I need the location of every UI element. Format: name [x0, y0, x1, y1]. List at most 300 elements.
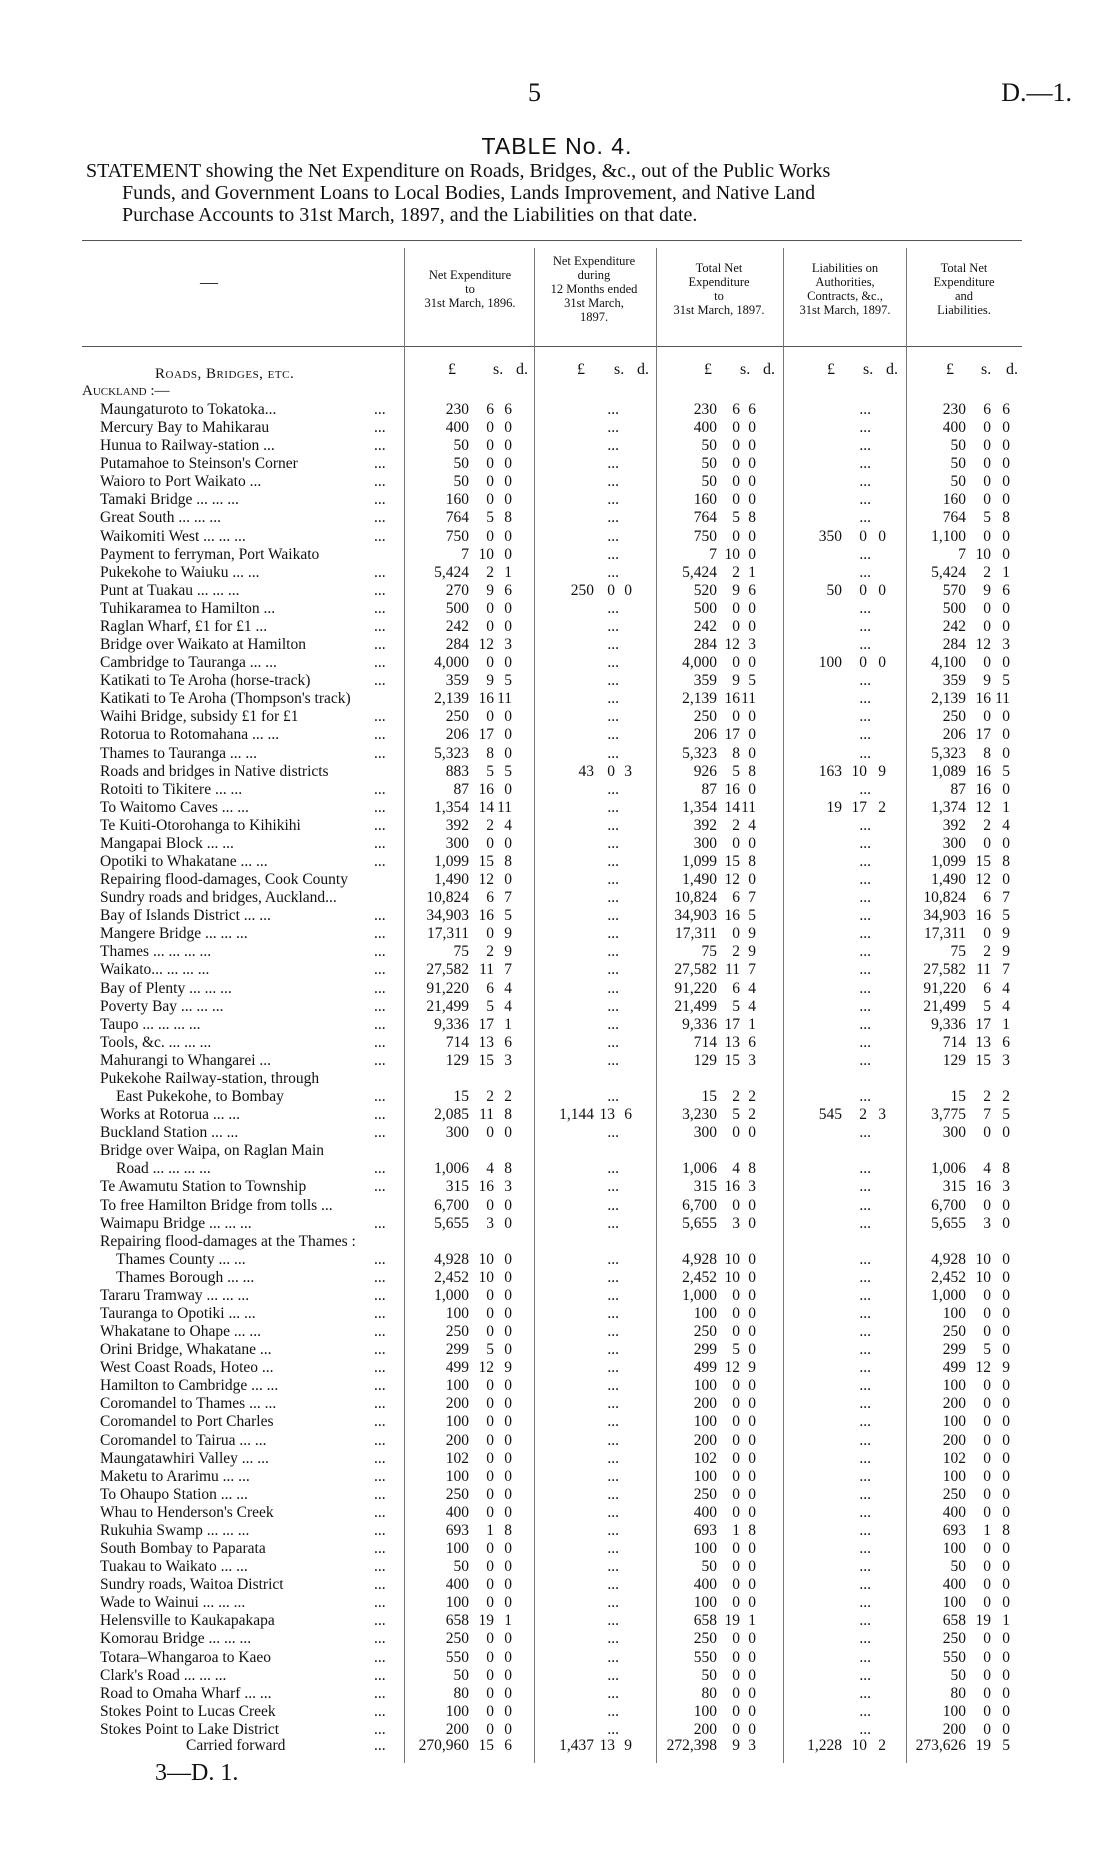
table-row [0, 1450, 1114, 1468]
row-c3-shillings: 2 [732, 816, 740, 834]
table-row [0, 1233, 1114, 1251]
row-c3-pounds: 400 [693, 419, 717, 437]
row-c3-pounds: 200 [693, 1431, 717, 1449]
row-c5-shillings: 0 [983, 1540, 991, 1558]
row-c5-pounds: 5,323 [931, 744, 966, 762]
row-c4-pounds: 350 [818, 527, 842, 545]
header-col-2-line: 12 Months ended [550, 282, 638, 296]
row-c1-pence: 0 [504, 1540, 512, 1558]
row-c3-pounds: 75 [701, 943, 717, 961]
row-c1-pounds: 392 [445, 816, 469, 834]
row-c5-pounds: 34,903 [923, 907, 966, 925]
row-c1-pence: 7 [504, 889, 512, 907]
row-c3-pence: 0 [748, 1196, 756, 1214]
table-row [0, 509, 1114, 527]
row-c1-pounds: 250 [445, 1485, 469, 1503]
row-c3-pounds: 299 [693, 1341, 717, 1359]
row-c5-shillings: 0 [983, 1503, 991, 1521]
row-c3-pounds: 500 [693, 599, 717, 617]
row-c3-pounds: 100 [693, 1377, 717, 1395]
row-leader-dots: ... [374, 1648, 386, 1666]
row-c5-shillings: 0 [983, 1467, 991, 1485]
row-c2-pounds: ... [607, 1503, 619, 1521]
row-c3-shillings: 16 [724, 690, 740, 708]
row-c5-shillings: 0 [983, 1648, 991, 1666]
row-c4-pounds: ... [859, 961, 871, 979]
row-c1-shillings: 0 [486, 527, 494, 545]
row-label: Pukekohe Railway-station, through [100, 1069, 320, 1087]
table-row [0, 1630, 1114, 1648]
row-c2-pounds: ... [607, 1178, 619, 1196]
row-c3-shillings: 2 [732, 1088, 740, 1106]
row-c5-pence: 0 [1002, 527, 1010, 545]
row-c5-pence: 0 [1002, 419, 1010, 437]
row-c3-pence: 1 [748, 1612, 756, 1630]
row-c3-pounds: 400 [693, 1576, 717, 1594]
table-row [0, 1016, 1114, 1034]
row-c3-pence: 0 [748, 599, 756, 617]
row-c5-pounds: 21,499 [923, 997, 966, 1015]
row-c5-pence: 0 [1002, 455, 1010, 473]
row-c3-pence: 8 [748, 509, 756, 527]
row-c3-shillings: 2 [732, 563, 740, 581]
header-col-4 [785, 261, 905, 317]
row-label: To free Hamilton Bridge from tolls ... [100, 1196, 333, 1214]
row-c3-shillings: 0 [732, 1666, 740, 1684]
row-c5-pence: 0 [1002, 1449, 1010, 1467]
row-c1-shillings: 15 [478, 1051, 494, 1069]
row-c5-pounds: 50 [950, 1558, 966, 1576]
row-c2-pounds: ... [607, 563, 619, 581]
row-c3-shillings: 0 [732, 1594, 740, 1612]
row-c3-pence: 0 [748, 1576, 756, 1594]
row-c3-shillings: 0 [732, 1449, 740, 1467]
row-label: Repairing flood-damages, Cook County [100, 871, 348, 889]
row-c4-pence: 0 [878, 654, 886, 672]
row-c1-pence: 5 [504, 907, 512, 925]
row-c1-pence: 0 [504, 1413, 512, 1431]
row-c1-pence: 0 [504, 1268, 512, 1286]
row-leader-dots: ... [374, 1431, 386, 1449]
row-leader-dots: ... [374, 1503, 386, 1521]
row-c1-pounds: 10,824 [426, 889, 469, 907]
row-label: Raglan Wharf, £1 for £1 ... [100, 617, 268, 635]
table-row [0, 437, 1114, 455]
carried-forward-dots: ... [374, 1737, 386, 1754]
row-c4-pounds: ... [859, 1286, 871, 1304]
row-c3-shillings: 0 [732, 708, 740, 726]
row-c3-pence: 7 [748, 889, 756, 907]
row-c2-pounds: ... [607, 1431, 619, 1449]
row-c5-shillings: 16 [975, 762, 991, 780]
row-leader-dots: ... [374, 1178, 386, 1196]
row-c5-pence: 3 [1002, 1178, 1010, 1196]
row-label: Rukuhia Swamp ... ... ... [100, 1521, 250, 1539]
row-leader-dots: ... [374, 509, 386, 527]
row-c2-pounds: ... [607, 1485, 619, 1503]
row-c3-pence: 8 [748, 853, 756, 870]
row-leader-dots: ... [374, 617, 386, 635]
row-c4-pounds: ... [859, 1088, 871, 1106]
row-c3-pounds: 100 [693, 1594, 717, 1612]
row-c2-pounds: 1,144 [559, 1106, 594, 1124]
row-c1-pence: 9 [504, 1359, 512, 1377]
row-c5-pounds: 4,928 [931, 1250, 966, 1268]
row-c1-pounds: 50 [453, 1558, 469, 1576]
table-row [0, 1305, 1114, 1323]
row-c1-pounds: 500 [445, 599, 469, 617]
table-row [0, 1088, 1114, 1106]
row-c3-pence: 0 [748, 780, 756, 798]
table-row [0, 1612, 1114, 1630]
row-c4-pounds: ... [859, 708, 871, 726]
row-c5-pence: 8 [1002, 1160, 1010, 1178]
table-row [0, 853, 1114, 871]
table-row [0, 1432, 1114, 1450]
row-c2-pounds: ... [607, 1648, 619, 1666]
row-c5-shillings: 0 [983, 1196, 991, 1214]
row-c1-pence: 0 [504, 1196, 512, 1214]
row-c2-pounds: ... [607, 816, 619, 834]
row-label: Waimapu Bridge ... ... ... [100, 1214, 252, 1232]
row-c5-pounds: 102 [942, 1449, 966, 1467]
row-c2-pounds: ... [607, 1015, 619, 1033]
row-c5-pounds: 9,336 [931, 1015, 966, 1033]
unit-pound: £ [704, 361, 712, 378]
row-c5-shillings: 16 [975, 1178, 991, 1196]
row-c1-pence: 0 [504, 1286, 512, 1304]
row-label: Katikati to Te Aroha (Thompson's track) [100, 690, 351, 708]
row-c5-pence: 0 [1002, 1648, 1010, 1666]
row-c1-pounds: 200 [445, 1395, 469, 1413]
row-leader-dots: ... [374, 744, 386, 762]
row-c1-pence: 3 [504, 636, 512, 654]
row-c5-shillings: 0 [983, 437, 991, 455]
row-c3-pence: 0 [748, 1594, 756, 1612]
table-row [0, 1251, 1114, 1269]
row-c5-pence: 5 [1002, 672, 1010, 690]
row-c5-pence: 1 [1002, 798, 1010, 816]
table-row [0, 455, 1114, 473]
row-c3-pence: 0 [748, 1666, 756, 1684]
carried-c5-pence: 5 [1002, 1737, 1010, 1754]
table-row [0, 1142, 1114, 1160]
row-leader-dots: ... [374, 726, 386, 744]
row-c4-pounds: 50 [826, 581, 842, 599]
table-row [0, 871, 1114, 889]
row-c4-pounds: ... [859, 1124, 871, 1142]
row-label: Whakatane to Ohape ... ... [100, 1323, 261, 1341]
row-c5-pounds: 300 [942, 1124, 966, 1142]
row-leader-dots: ... [374, 961, 386, 979]
row-leader-dots: ... [374, 437, 386, 455]
row-c1-pence: 0 [504, 599, 512, 617]
row-c5-pounds: 400 [942, 1576, 966, 1594]
table-row [0, 1178, 1114, 1196]
header-col-2-line: 31st March, [564, 296, 624, 310]
row-c1-pounds: 15 [453, 1088, 469, 1106]
table-row [0, 1341, 1114, 1359]
row-c5-pence: 0 [1002, 1196, 1010, 1214]
row-c5-shillings: 10 [975, 1250, 991, 1268]
row-c3-pounds: 200 [693, 1395, 717, 1413]
row-c5-shillings: 0 [983, 925, 991, 943]
row-c1-pence: 0 [504, 1503, 512, 1521]
row-c5-pence: 8 [1002, 509, 1010, 527]
row-c3-pence: 11 [741, 690, 756, 708]
row-c1-shillings: 0 [486, 1286, 494, 1304]
row-c3-pounds: 1,000 [682, 1286, 717, 1304]
carried-c4-pence: 2 [878, 1737, 886, 1754]
row-label: Stokes Point to Lake District [100, 1720, 280, 1738]
row-c4-pounds: ... [859, 563, 871, 581]
table-row [0, 546, 1114, 564]
row-leader-dots: ... [374, 798, 386, 816]
row-c3-pence: 0 [748, 1449, 756, 1467]
table-row [0, 1160, 1114, 1178]
unit-pound: £ [577, 361, 585, 378]
row-c1-pence: 0 [504, 1594, 512, 1612]
row-c5-pounds: 17,311 [923, 925, 966, 943]
row-c1-pounds: 359 [445, 672, 469, 690]
row-c3-pounds: 6,700 [682, 1196, 717, 1214]
row-c1-shillings: 0 [486, 1467, 494, 1485]
row-c1-pence: 8 [504, 509, 512, 527]
row-c3-pounds: 284 [693, 636, 717, 654]
row-c4-pence: 0 [878, 581, 886, 599]
row-c1-shillings: 11 [479, 961, 494, 979]
row-label: Clark's Road ... ... ... [100, 1666, 227, 1684]
row-leader-dots: ... [374, 979, 386, 997]
row-c4-pence: 9 [878, 762, 886, 780]
unit-pence: d. [1006, 361, 1018, 378]
row-c1-shillings: 5 [486, 509, 494, 527]
row-leader-dots: ... [374, 1413, 386, 1431]
row-c1-pence: 0 [504, 1431, 512, 1449]
row-c1-shillings: 0 [486, 1196, 494, 1214]
row-c5-pence: 0 [1002, 437, 1010, 455]
row-c3-shillings: 12 [724, 1359, 740, 1377]
row-c3-shillings: 15 [724, 853, 740, 870]
row-c1-pence: 1 [504, 1015, 512, 1033]
row-c3-pence: 0 [748, 1540, 756, 1558]
carried-c4-shillings: 10 [851, 1737, 867, 1754]
row-c4-pounds: ... [859, 1702, 871, 1720]
row-c3-shillings: 10 [724, 1268, 740, 1286]
row-c1-shillings: 5 [486, 762, 494, 780]
row-label: Stokes Point to Lucas Creek [100, 1702, 276, 1720]
row-c2-pounds: ... [607, 997, 619, 1015]
row-label: Poverty Bay ... ... ... [100, 997, 224, 1015]
section-heading: Roads, Bridges, etc. [155, 366, 295, 382]
row-c1-pounds: 100 [445, 1377, 469, 1395]
row-c3-pence: 0 [748, 1720, 756, 1738]
row-c5-shillings: 16 [975, 907, 991, 925]
row-c2-pounds: ... [607, 1341, 619, 1359]
row-c5-pence: 1 [1002, 1015, 1010, 1033]
table-row [0, 1124, 1114, 1142]
row-leader-dots: ... [374, 636, 386, 654]
row-c5-pence: 0 [1002, 708, 1010, 726]
table-row [0, 491, 1114, 509]
row-c3-shillings: 0 [732, 654, 740, 672]
row-c4-pounds: ... [859, 1268, 871, 1286]
row-c4-pounds: ... [859, 1214, 871, 1232]
table-row [0, 799, 1114, 817]
row-c1-shillings: 2 [486, 816, 494, 834]
row-leader-dots: ... [374, 672, 386, 690]
row-c3-pence: 2 [748, 1088, 756, 1106]
row-c3-pounds: 17,311 [674, 925, 717, 943]
page-reference: D.—1. [1001, 78, 1072, 107]
row-c1-shillings: 0 [486, 437, 494, 455]
row-leader-dots: ... [374, 1467, 386, 1485]
row-label: Waioro to Port Waikato ... [100, 473, 262, 491]
row-c5-pounds: 230 [942, 401, 966, 418]
header-col-5-line: Expenditure [933, 275, 995, 289]
row-c1-shillings: 0 [486, 1666, 494, 1684]
row-c1-pence: 0 [504, 780, 512, 798]
row-c3-shillings: 11 [725, 961, 740, 979]
row-leader-dots: ... [374, 1124, 386, 1142]
row-c4-pounds: ... [859, 1467, 871, 1485]
table-row [0, 907, 1114, 925]
table-row [0, 1052, 1114, 1070]
row-c3-pence: 8 [748, 762, 756, 780]
row-c3-pounds: 315 [693, 1178, 717, 1196]
row-c1-pounds: 883 [445, 762, 469, 780]
table-row [0, 1649, 1114, 1667]
unit-shillings: s. [493, 361, 504, 378]
row-c3-shillings: 5 [732, 509, 740, 527]
row-c5-shillings: 11 [976, 961, 991, 979]
carried-c3-pounds: 272,398 [666, 1737, 717, 1754]
row-c1-shillings: 0 [486, 1702, 494, 1720]
table-row [0, 1377, 1114, 1395]
row-label: Maungaturoto to Tokatoka... [100, 401, 277, 418]
row-c3-pounds: 91,220 [674, 979, 717, 997]
row-c3-pence: 0 [748, 1250, 756, 1268]
row-c2-pounds: ... [607, 1540, 619, 1558]
row-c4-pounds: ... [859, 473, 871, 491]
unit-shillings: s. [981, 361, 992, 378]
row-c3-pence: 0 [748, 1485, 756, 1503]
row-c1-pounds: 50 [453, 473, 469, 491]
row-c3-pounds: 10,824 [674, 889, 717, 907]
row-c3-pounds: 250 [693, 1630, 717, 1648]
row-c5-pence: 8 [1002, 1521, 1010, 1539]
row-label: Sundry roads, Waitoa District [100, 1576, 284, 1594]
row-c1-shillings: 16 [478, 907, 494, 925]
row-c1-pounds: 102 [445, 1449, 469, 1467]
row-c5-pence: 0 [1002, 1431, 1010, 1449]
row-c4-pounds: ... [859, 1576, 871, 1594]
row-leader-dots: ... [374, 599, 386, 617]
row-leader-dots: ... [374, 654, 386, 672]
row-label: Wade to Wainui ... ... ... [100, 1594, 246, 1612]
row-c4-pounds: ... [859, 1359, 871, 1377]
row-leader-dots: ... [374, 1395, 386, 1413]
unit-pound: £ [946, 361, 954, 378]
row-c2-pence: 3 [624, 762, 632, 780]
row-c4-pounds: ... [859, 816, 871, 834]
row-c5-shillings: 16 [975, 690, 991, 708]
row-c1-shillings: 0 [486, 654, 494, 672]
row-leader-dots: ... [374, 1286, 386, 1304]
row-c3-pounds: 926 [693, 762, 717, 780]
row-c1-pounds: 160 [445, 491, 469, 509]
row-c5-pence: 0 [1002, 1467, 1010, 1485]
row-c1-pence: 0 [504, 437, 512, 455]
table-row [0, 1215, 1114, 1233]
row-c5-pounds: 299 [942, 1341, 966, 1359]
region-heading: Auckland :— [82, 383, 170, 399]
row-label: Bridge over Waikato at Hamilton [100, 636, 306, 654]
carried-c2-pounds: 1,437 [559, 1737, 594, 1754]
row-label: Bay of Plenty ... ... ... [100, 979, 232, 997]
row-c5-pounds: 5,424 [931, 563, 966, 581]
row-c5-pounds: 250 [942, 1323, 966, 1341]
row-c3-pounds: 160 [693, 491, 717, 509]
row-c1-pounds: 50 [453, 455, 469, 473]
row-c5-pence: 0 [1002, 1558, 1010, 1576]
row-c1-pounds: 400 [445, 1576, 469, 1594]
row-c4-pounds: 163 [818, 762, 842, 780]
row-label: Pukekohe to Waiuku ... ... [100, 563, 260, 581]
row-leader-dots: ... [374, 1359, 386, 1377]
row-c5-pence: 0 [1002, 1323, 1010, 1341]
row-c2-pounds: ... [607, 798, 619, 816]
row-c5-pence: 0 [1002, 473, 1010, 491]
row-c1-pence: 0 [504, 1305, 512, 1322]
row-label: To Ohaupo Station ... ... [100, 1485, 248, 1503]
row-c4-shillings: 17 [851, 798, 867, 816]
row-c3-pence: 0 [748, 455, 756, 473]
row-c3-pounds: 499 [693, 1359, 717, 1377]
row-c5-pounds: 200 [942, 1431, 966, 1449]
row-c5-shillings: 7 [983, 1106, 991, 1124]
row-c1-pounds: 5,655 [434, 1214, 469, 1232]
row-label: Thames County ... ... [116, 1250, 246, 1268]
row-c1-shillings: 4 [486, 1160, 494, 1178]
row-c3-shillings: 0 [732, 1286, 740, 1304]
table-row [0, 1576, 1114, 1594]
table-row [0, 1594, 1114, 1612]
row-c3-pence: 9 [748, 925, 756, 943]
row-label: Tauranga to Opotiki ... ... [100, 1305, 256, 1322]
row-c3-shillings: 19 [724, 1612, 740, 1630]
row-c1-shillings: 0 [486, 1648, 494, 1666]
row-c3-shillings: 2 [732, 943, 740, 961]
row-c5-pence: 1 [1002, 1612, 1010, 1630]
row-c5-shillings: 2 [983, 943, 991, 961]
row-c2-pounds: ... [607, 672, 619, 690]
row-leader-dots: ... [374, 1720, 386, 1738]
row-c3-pounds: 250 [693, 1485, 717, 1503]
row-c1-pence: 0 [504, 1250, 512, 1268]
row-c5-shillings: 0 [983, 1431, 991, 1449]
row-label: Roads and bridges in Native districts [100, 762, 329, 780]
table-title: TABLE No. 4. [481, 133, 633, 159]
row-c3-pounds: 750 [693, 527, 717, 545]
row-leader-dots: ... [374, 925, 386, 943]
row-c5-shillings: 2 [983, 1088, 991, 1106]
row-c2-pence: 0 [624, 581, 632, 599]
row-c1-pounds: 284 [445, 636, 469, 654]
row-c3-shillings: 0 [732, 834, 740, 852]
row-c3-pence: 0 [748, 491, 756, 509]
row-c4-pounds: ... [859, 636, 871, 654]
